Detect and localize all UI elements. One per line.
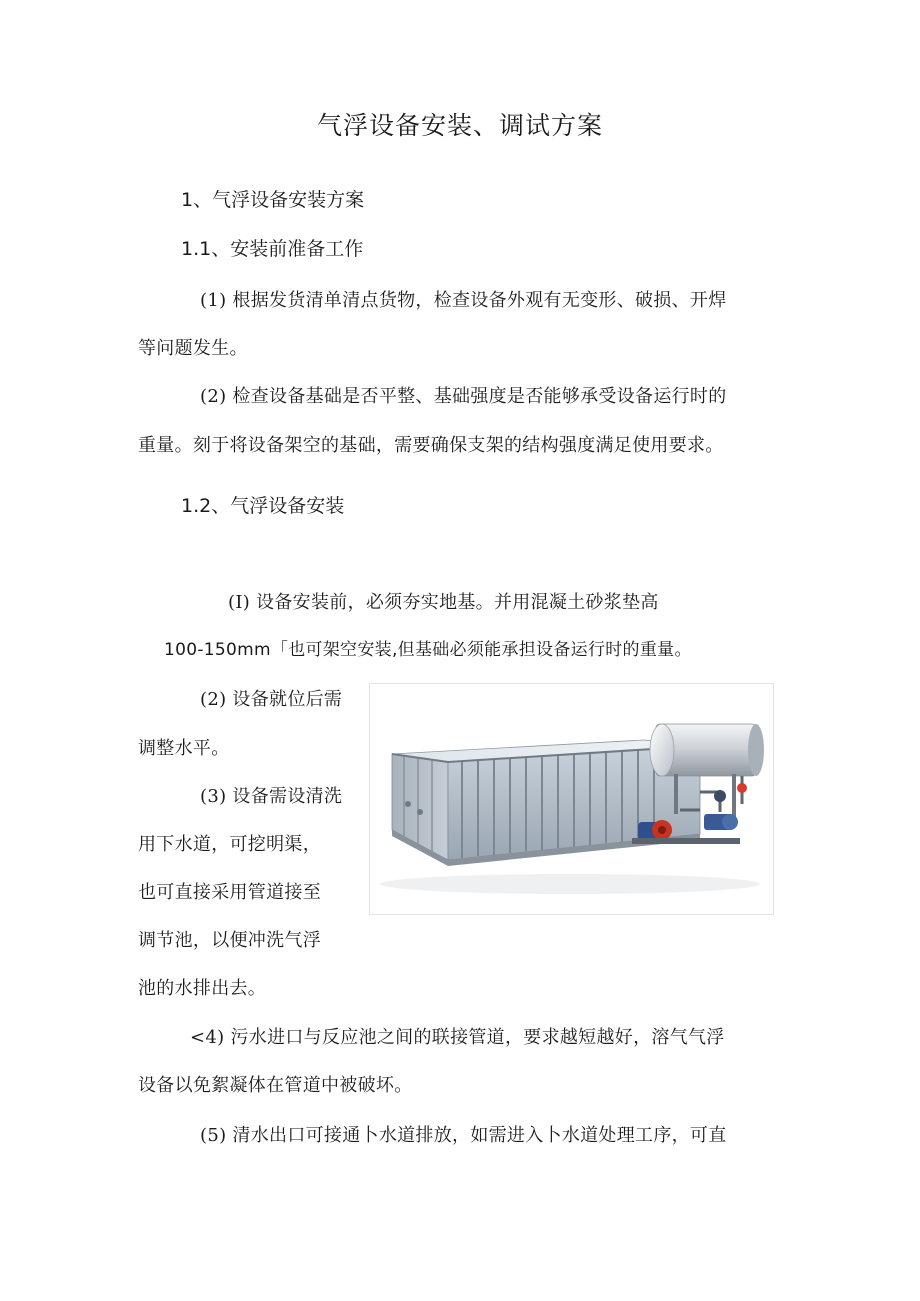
paragraph-line: <4) 污水进口与反应池之间的联接管道，要求越短越好，溶气气浮 [190, 1027, 725, 1048]
dissolved-air-flotation-unit-icon [370, 684, 773, 914]
equipment-photo [369, 683, 774, 915]
paragraph-line: (2) 检查设备基础是否平整、基础强度是否能够承受设备运行时的 [200, 386, 727, 407]
section-1-1-heading: 1.1、安装前准备工作 [181, 238, 364, 260]
paragraph-line: 用下水道，可挖明渠， [138, 834, 321, 855]
paragraph-line: 也可直接采用管道接至 [138, 882, 321, 903]
paragraph-line: (3) 设备需设清洗 [200, 786, 343, 807]
paragraph-line: (2) 设备就位后需 [200, 689, 343, 710]
paragraph-line: 等问题发生。 [138, 338, 248, 359]
document-title: 气浮设备安装、调试方案 [316, 111, 603, 140]
section-1-2-heading: 1.2、气浮设备安装 [181, 495, 345, 517]
paragraph-line: (1) 根据发货清单清点货物，检查设备外观有无变形、破损、开焊 [200, 290, 727, 311]
paragraph-line: 100-150mm「也可架空安装,但基础必须能承担设备运行时的重量。 [164, 640, 692, 660]
paragraph-line: 池的水排出去。 [138, 978, 267, 999]
paragraph-line: 重量。刻于将设备架空的基础，需要确保支架的结构强度满足使用要求。 [138, 435, 724, 456]
paragraph-line: (5) 清水出口可接通卜水道排放，如需进入卜水道处理工序，可直 [200, 1125, 727, 1146]
paragraph-line: 设备以免絮凝体在管道中被破坏。 [138, 1075, 413, 1096]
paragraph-line: (I) 设备安装前，必须夯实地基。并用混凝土砂浆垫高 [228, 592, 659, 613]
paragraph-line: 调整水平。 [138, 738, 230, 759]
section-1-heading: 1、气浮设备安装方案 [181, 189, 365, 211]
paragraph-line: 调节池，以便冲洗气浮 [138, 930, 321, 951]
